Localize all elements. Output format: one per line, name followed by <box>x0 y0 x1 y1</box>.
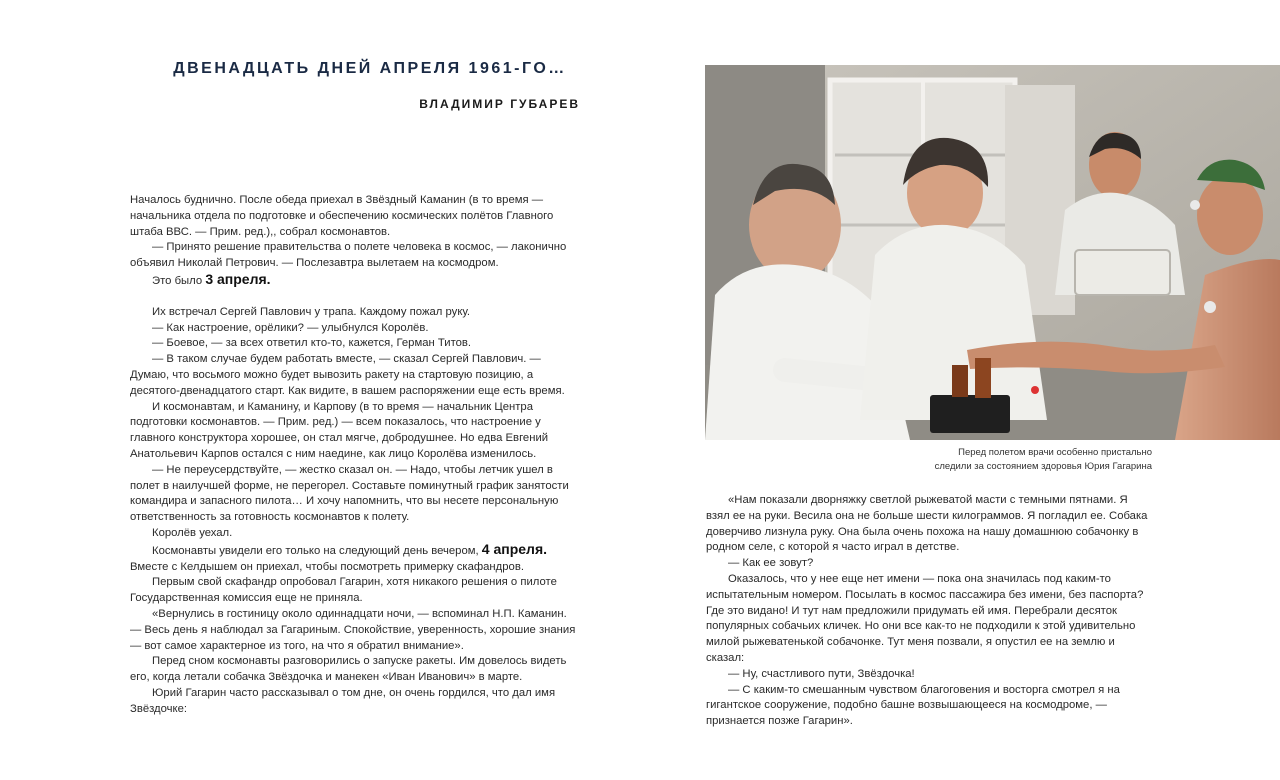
paragraph: Перед сном космонавты разговорились о запуске ракеты. Им довелось видеть его, когда летали собачка Звёздочка и манекен «Иван Иванович» в марте. <box>130 655 567 684</box>
article-author: ВЛАДИМИР ГУБАРЕВ <box>419 97 580 111</box>
paragraph: — Не переусердствуйте, — жестко сказал он. — Надо, чтобы летчик ушел в полет в наилучшей форме, не перегорел. Составьте поминутный график занятости командира и запасного пилота… И хочу напомнить, что вы несете персональную ответственность за готовность космонавтов к полету. <box>130 463 569 524</box>
paragraph: — С каким-то смешанным чувством благоговения и восторга смотрел я на гигантское сооружение, подобно башне возвышающееся на космодроме, — признается позже Гагарин». <box>706 683 1120 728</box>
paragraph: Королёв уехал. <box>152 526 233 539</box>
paragraph: Юрий Гагарин часто рассказывал о том дне, он очень гордился, что дал имя Звёздочке: <box>130 686 556 715</box>
date-highlight: 3 апреля. <box>205 270 271 287</box>
caption-line: следили за состоянием здоровья Юрия Гагарина <box>934 461 1152 472</box>
paragraph: — Боевое, — за всех ответил кто-то, кажется, Герман Титов. <box>152 337 472 350</box>
right-text-column <box>706 493 1152 730</box>
paragraph <box>130 542 576 576</box>
paragraph: Началось буднично. После обеда приехал в Звёздный Каманин (в то время — начальника отдела по подготовке и обеспечению космических полётов Главного штаба ВВС. — Прим. ред.),, собрал космонавтов. <box>130 194 554 238</box>
paragraph-text: Это было <box>152 274 203 287</box>
paragraph: Первым свой скафандр опробовал Гагарин, хотя никакого решения о пилоте Государственная комиссия еще не приняла. <box>130 576 557 605</box>
caption-line: Перед полетом врачи особенно пристально <box>958 447 1152 458</box>
date-highlight: 4 апреля. <box>481 540 548 557</box>
paragraph: И космонавтам, и Каманину, и Карпову (в то время — начальник Центра подготовки космонавтов. — Прим. ред.) — всем показалось, что настроение у главного конструктора хорошее, он стал мягче, добродушнее. Но едва Евгений Анатольевич Карпов остался с ним наедине, как лицо Королёва изменилось. <box>130 400 549 460</box>
left-text-column <box>130 193 576 718</box>
paragraph <box>130 272 576 290</box>
article-title: ДВЕНАДЦАТЬ ДНЕЙ АПРЕЛЯ 1961-ГО… <box>173 60 567 77</box>
paragraph: Оказалось, что у нее еще нет имени — пока она значилась под каким-то испытательным номером. Посылать в космос пассажира без имени, без паспорта? Где это видано! И тут нам предложили придумать ей имя. Перебрали десяток популярных собачьих кличек. Но они все как-то не подходили к этой удивительно милой рыжеватенькой собачонке. Тут меня позвали, я опустил ее на землю и сказал: <box>706 572 1144 664</box>
paragraph-text: Вместе с Келдышем он приехал, чтобы посмотреть примерку скафандров. <box>130 560 524 573</box>
paragraph: — Как ее зовут? <box>728 557 814 570</box>
paragraph: «Нам показали дворняжку светлой рыжеватой масти с темными пятнами. Я взял ее на руки. Весила она не больше шести килограммов. Я погладил ее. Собака доверчиво лизнула руку. Она была очень похожа на нашу домашнюю собачонку в родном селе, с которой я часто играл в детстве. <box>706 494 1148 554</box>
paragraph: — Ну, счастливого пути, Звёздочка! <box>728 667 915 680</box>
paragraph-text: Космонавты увидели его только на следующий день вечером, <box>152 544 479 557</box>
paragraph: Их встречал Сергей Павлович у трапа. Каждому пожал руку. <box>152 305 471 318</box>
paragraph: — В таком случае будем работать вместе, — сказал Сергей Павлович. — Думаю, что восьмого можно будет вывозить ракету на стартовую позицию, а десятого-двенадцатого старт. Как видите, в вашем распоряжении еще есть время. <box>130 353 565 397</box>
paragraph: — Как настроение, орёлики? — улыбнулся Королёв. <box>152 321 429 334</box>
doctors-examining-gagarin-photo <box>705 65 1280 440</box>
photo-caption <box>860 446 1152 474</box>
paragraph: «Вернулись в гостиницу около одиннадцати ночи, — вспоминал Н.П. Каманин. — Весь день я наблюдал за Гагариным. Спокойствие, уверенность, хорошие знания — вот самое характерное из того, на что я обратил внимание». <box>130 607 576 652</box>
paragraph: — Принято решение правительства о полете человека в космос, — лаконично объявил Николай Петрович. — Послезавтра вылетаем на космодром. <box>130 241 567 270</box>
